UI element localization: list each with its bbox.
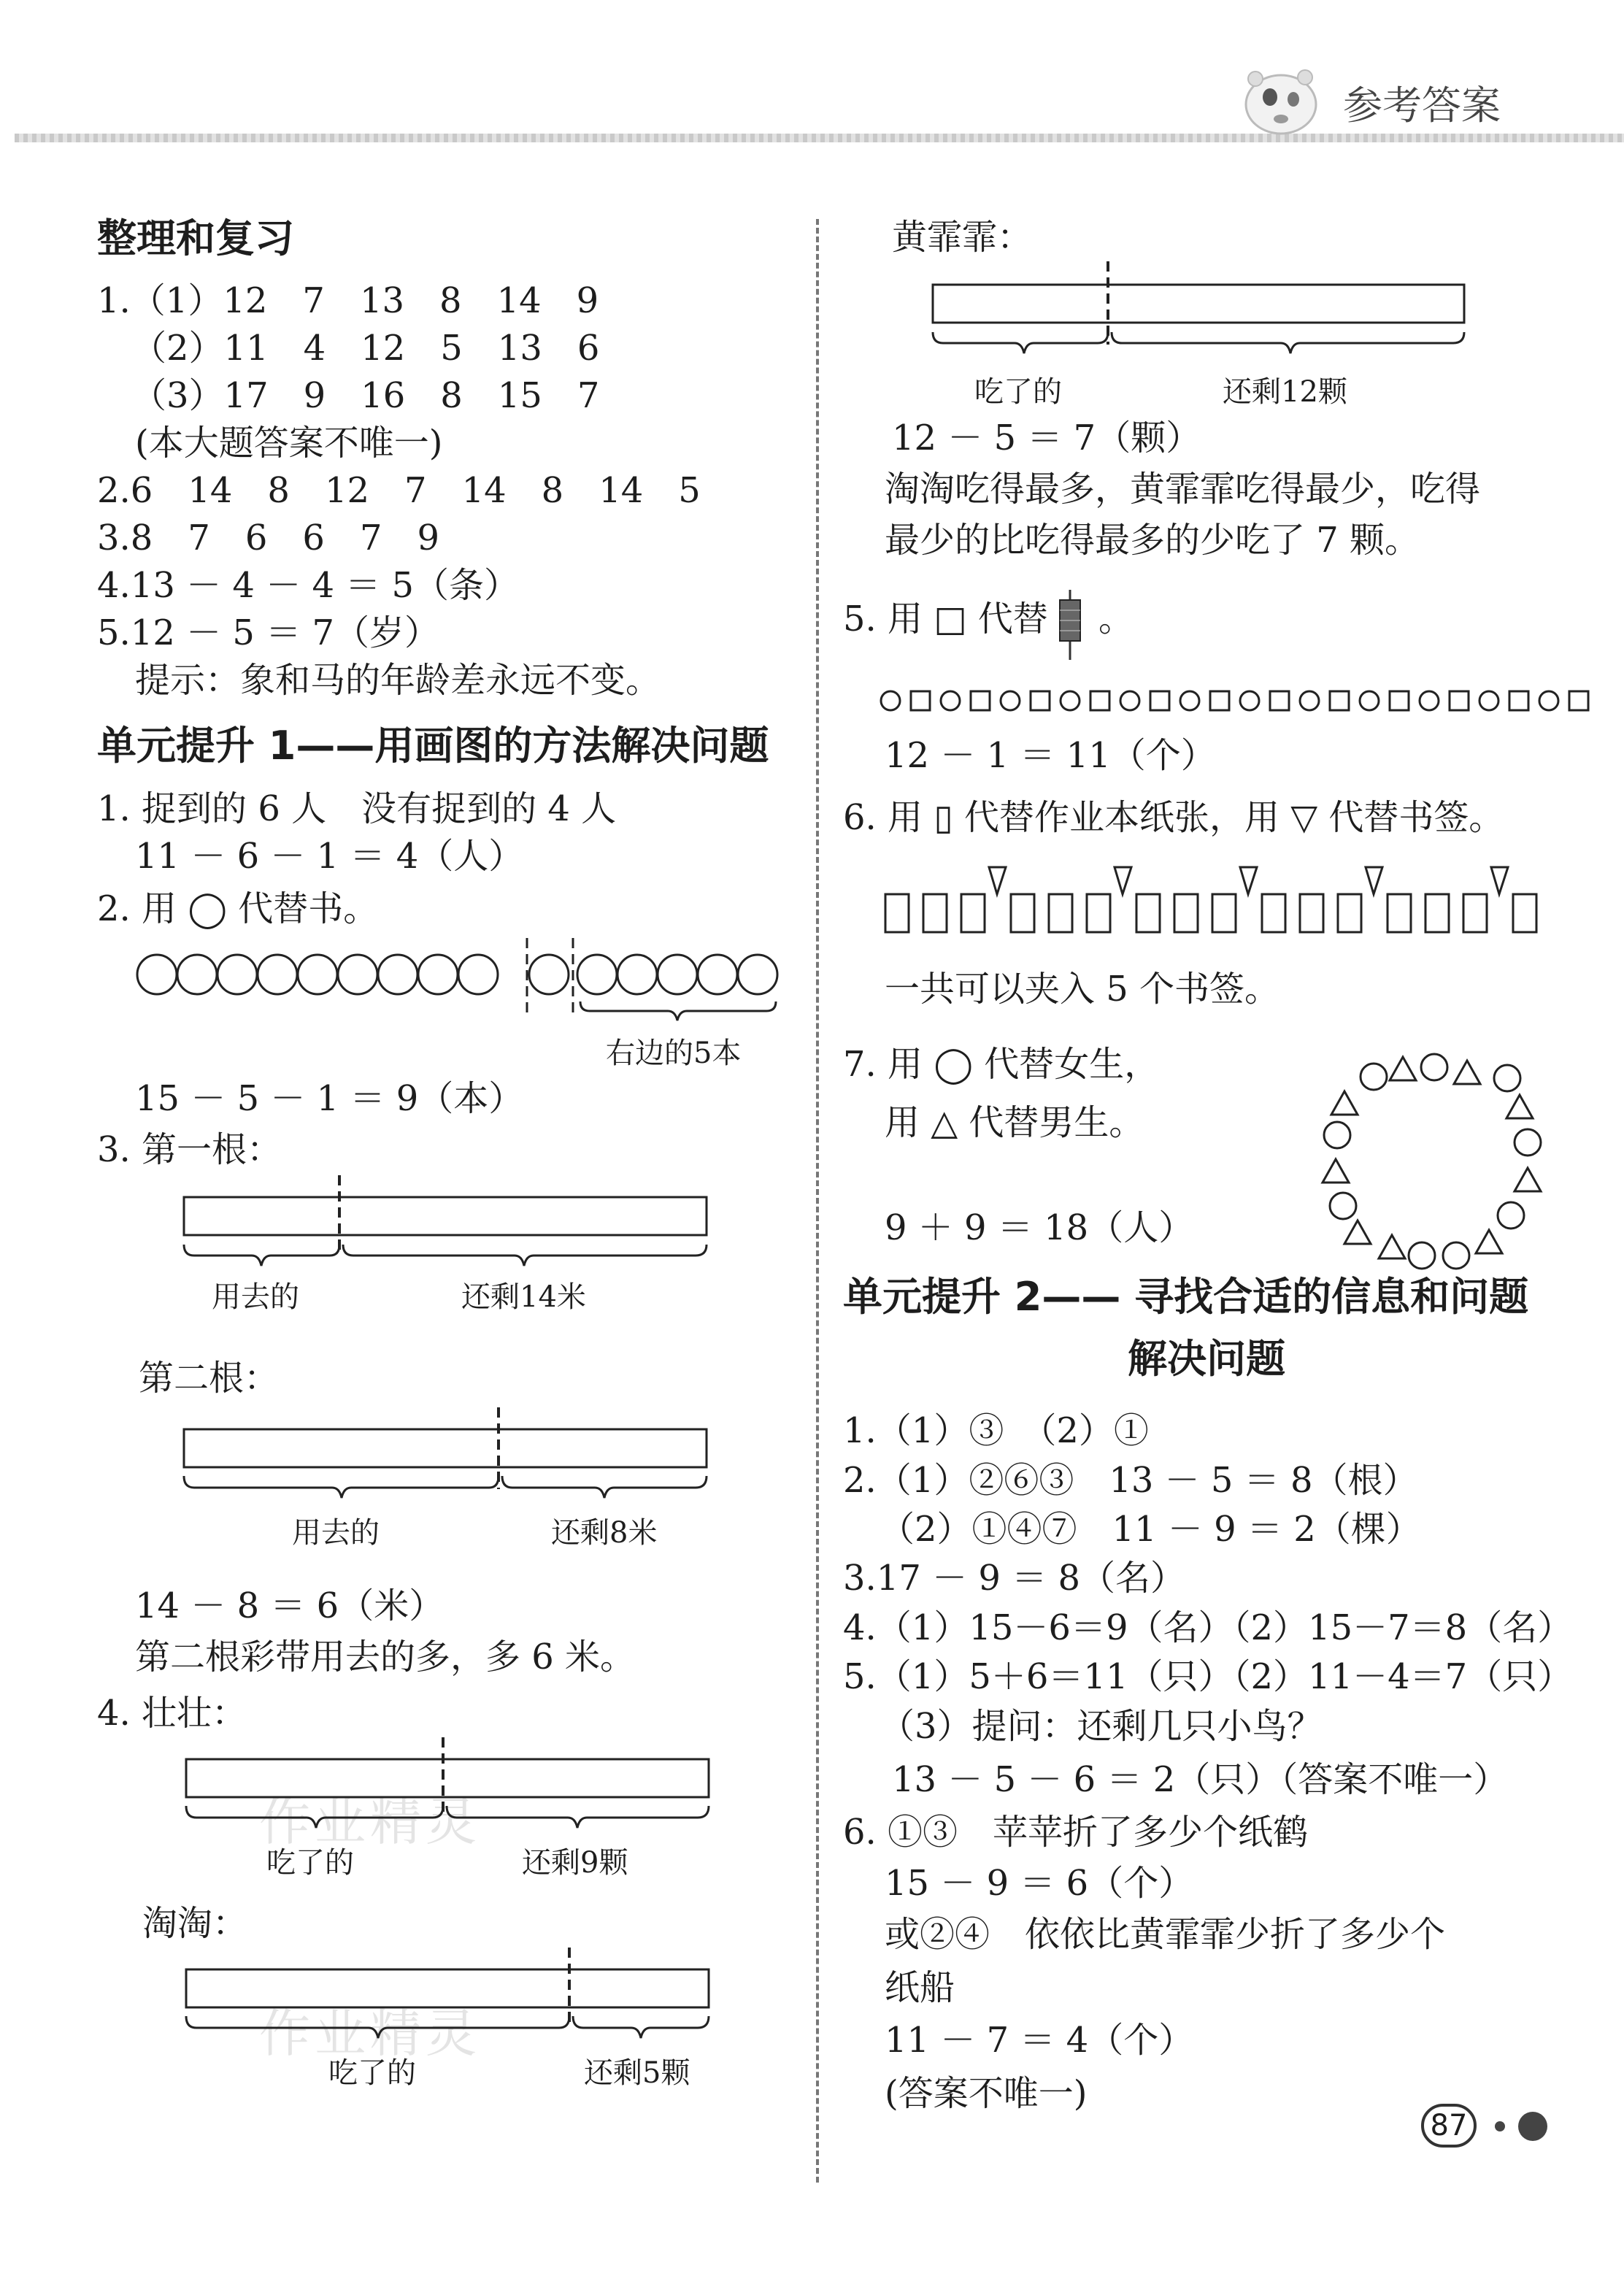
answer-line: 11 － 6 － 1 ＝ 4（人）: [135, 836, 524, 877]
page-number-badge: [1421, 2104, 1477, 2148]
answer-line: 2. 用 ◯ 代替书。: [97, 888, 379, 929]
diagram-label: 还剩8米: [551, 1516, 658, 1550]
answer-line: （2）11 4 12 5 13 6: [131, 328, 600, 369]
watermark: 作业精灵: [259, 1792, 481, 1852]
answer-line: 。: [1098, 599, 1134, 639]
answer-line: 12 － 1 ＝ 11（个）: [885, 735, 1216, 776]
diagram-label: 右边的5本: [606, 1037, 742, 1070]
watermark: 作业精灵: [259, 2004, 481, 2064]
answer-line: 7. 用 ◯ 代替女生，: [843, 1044, 1160, 1085]
answer-line: 3.17 － 9 ＝ 8（名）: [843, 1558, 1185, 1599]
answer-line: （3）17 9 16 8 15 7: [131, 375, 600, 416]
answer-line: 最少的比吃得最多的少吃了 7 颗。: [885, 520, 1420, 561]
section-title: 单元提升 1——用画图的方法解决问题: [97, 723, 769, 769]
answer-line: 1.（1）12 7 13 8 14 9: [97, 280, 599, 321]
answer-line: 淘淘：: [142, 1903, 248, 1944]
answer-line: 2.（1）②⑥③ 13 － 5 ＝ 8（根）: [843, 1460, 1418, 1501]
answer-line: 第二根彩带用去的多，多 6 米。: [135, 1637, 636, 1677]
answer-line: 3. 第一根：: [97, 1129, 282, 1170]
page-number: 87: [1430, 2109, 1468, 2142]
answer-line: 用 △ 代替男生。: [885, 1102, 1144, 1143]
diagram-label: 还剩12颗: [1223, 375, 1347, 409]
answer-line: 1.（1）③ （2）①: [843, 1410, 1149, 1451]
diagram-label: 还剩5颗: [584, 2056, 690, 2090]
answer-line: 4.（1）15－6＝9（名）（2）15－7＝8（名）: [843, 1607, 1573, 1648]
answer-line: 3.8 7 6 6 7 9: [97, 518, 440, 558]
answer-line: 黄霏霏：: [892, 217, 1033, 258]
answer-line: 13 － 5 － 6 ＝ 2（只）（答案不唯一）: [892, 1759, 1509, 1800]
answer-line: 14 － 8 ＝ 6（米）: [135, 1585, 445, 1626]
answer-line: 9 ＋ 9 ＝ 18（人）: [885, 1207, 1194, 1248]
diagram-label: 吃了的: [266, 1846, 354, 1880]
answer-line: 5.12 － 5 ＝ 7（岁）: [97, 612, 439, 653]
answer-line: （3）提问：还剩几只小鸟？: [880, 1706, 1323, 1747]
answer-line: 15 － 9 ＝ 6（个）: [885, 1863, 1194, 1904]
answer-line: 12 － 5 ＝ 7（颗）: [892, 418, 1201, 458]
answer-line: 一共可以夹入 5 个书签。: [885, 969, 1280, 1010]
section-title: 解决问题: [1128, 1336, 1285, 1382]
hint-line: 提示：象和马的年龄差永远不变。: [135, 660, 661, 701]
answer-line: 或②④ 依依比黄霏霏少折了多少个: [885, 1914, 1446, 1955]
diagram-label: 吃了的: [974, 375, 1062, 409]
answer-line: 11 － 7 ＝ 4（个）: [885, 2020, 1194, 2061]
answer-line: 15 － 5 － 1 ＝ 9（本）: [135, 1078, 524, 1119]
answer-line: 5.（1）5＋6＝11（只）（2）11－4＝7（只）: [843, 1656, 1573, 1697]
dot-small-icon: [1495, 2121, 1505, 2131]
answer-line: 1. 捉到的 6 人 没有捉到的 4 人: [97, 788, 617, 829]
diagram-label: 吃了的: [328, 2056, 416, 2090]
header-title: 参考答案: [1343, 82, 1501, 128]
answer-line: 6. ①③ 苹苹折了多少个纸鹤: [843, 1812, 1309, 1853]
answer-line: 5. 用 □ 代替: [843, 599, 1048, 639]
answer-line: (答案不唯一): [885, 2073, 1088, 2114]
diagram-label: 还剩9颗: [522, 1846, 628, 1880]
diagram-label: 用去的: [292, 1516, 380, 1550]
section-title: 整理和复习: [97, 215, 294, 261]
diagram-label: 还剩14米: [461, 1280, 586, 1314]
answer-line: （2）①④⑦ 11 － 9 ＝ 2（棵）: [880, 1509, 1421, 1550]
answer-line: 6. 用 ▯ 代替作业本纸张，用 ▽ 代替书签。: [843, 797, 1504, 838]
answer-line: 2.6 14 8 12 7 14 8 14 5: [97, 470, 701, 511]
answer-line: 第二根：: [139, 1358, 280, 1399]
answer-line: 淘淘吃得最多，黄霏霏吃得最少，吃得: [885, 469, 1481, 510]
dot-large-icon: [1518, 2112, 1547, 2141]
answer-line: 纸船: [885, 1967, 955, 2008]
diagram-label: 用去的: [212, 1280, 299, 1314]
answer-line: 4.13 － 4 － 4 ＝ 5（条）: [97, 565, 520, 606]
section-title: 单元提升 2—— 寻找合适的信息和问题: [843, 1274, 1529, 1320]
answer-line: 4. 壮壮：: [97, 1693, 247, 1734]
answer-line: (本大题答案不唯一): [135, 423, 443, 464]
